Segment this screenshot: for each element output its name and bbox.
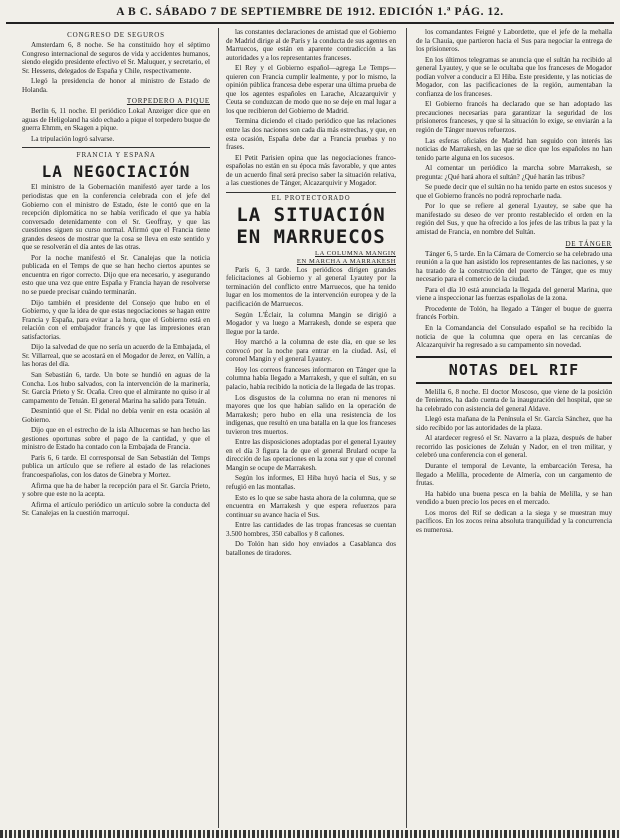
paragraph: Afirma que ha de haber la recepción para el Sr. García Prieto, y sobre que este no la acepta. — [22, 481, 210, 499]
section-title-seguros: CONGRESO DE SEGUROS — [67, 31, 165, 39]
paragraph: Melilla 6, 8 noche. El doctor Moscoso, que viene de la posición de Tenientes, ha dado cuenta de la inauguración del hospital, que se ha celebrado con asistencia del general Aldave. — [416, 387, 612, 413]
paragraph: Para el día 10 está anunciada la llegada del general Marina, que viene a inspeccionar las fuerzas españolas de la zona. — [416, 285, 612, 303]
paragraph: Hoy marchó a la columna de este día, en que se les convocó por la noche para entrar en la ciudad. Así, el coronel Mangin y el general Lyautey. — [226, 338, 396, 364]
paragraph: San Sebastián 6, tarde. Un bote se hundió en aguas de la Concha. Los hubo salvados, con la intervención de la marinería, Sr. García Prieto y Sr. Ocaña. Creo que el almirante no quiso ir al campamento de Tetuán. El general Marina ha salido para Tetuán. — [22, 370, 210, 405]
paragraph: París 6, 6 tarde. El corresponsal de San Sebastián del Temps publica un artículo que se refiere al estado de las relaciones francoespañolas, con los datos de Ginebra y Mortez. — [22, 453, 210, 479]
paragraph: Entre las cantidades de las tropas francesas se cuentan 3.500 hombres, 350 caballos y 8 cañones. — [226, 521, 396, 538]
paragraph: Los moros del Rif se dedican a la siega y se muestran muy pacíficos. En los zocos reina absoluta tranquilidad y la concurrencia es numerosa. — [416, 508, 612, 534]
paragraph: Llegó la presidencia de honor al ministro de Estado de Holanda. — [22, 77, 210, 94]
paragraph: Do Tolón han sido hoy enviados a Casablanca dos batallones de tiradores. — [226, 540, 396, 557]
subhead-marcha-marrakesh: EN MARCHA A MARRAKESH — [296, 257, 396, 265]
paragraph: Procedente de Tolón, ha llegado a Tánger el buque de guerra francés Forbin. — [416, 304, 612, 322]
paragraph: Los disgustos de la columna no eran ni menores ni mayores que los que habían salido en la operación de Marrakesh; pero hubo en ella una resistencia de los indígenas, que resultó en una batalla en la que los franceses tuvieron tres muertos. — [226, 393, 396, 436]
paragraph: Tánger 6, 5 tarde. En la Cámara de Comercio se ha celebrado una reunión a la que han asistido los representantes de las naciones, y se ha tratado de la construcción del puerto de Tánger, que es muy necesario para el comercio de la ciudad. — [416, 249, 612, 284]
column-divider-2 — [406, 28, 407, 828]
paragraph: Afirma el artículo periódico un artículo sobre la conducta del Sr. Canalejas en la cuestión marroquí. — [22, 500, 210, 518]
paragraph: Termina diciendo el citado periódico que las relaciones entre las dos naciones son cada día más estrechas, y que, en esta ocasión, España debe dar a Francia pruebas y no frases. — [226, 117, 396, 152]
paragraph: El Gobierno francés ha declarado que se han adoptado las precauciones necesarias para garantizar la seguridad de los prisioneros franceses, y que si la situación lo exige, se enviarán a la región de Tánger nuevos refuerzos. — [416, 100, 612, 135]
paragraph: Las esferas oficiales de Madrid han seguido con interés las noticias de Marrakesh, en las que se dice que los españoles no han tenido parte alguna en los sucesos. — [416, 136, 612, 162]
paragraph: El Rey y el Gobierno español—agrega Le Temps—quieren con Francia cumplir lealmente, y por lo mismo, la opinión pública francesa debe esperar una última prueba de que los agentes españoles en Larache, Alcazarquivir y Ceuta se conduzcan de modo que no se deje en mal lugar a los que recibieron del Gobierno de Madrid. — [226, 64, 396, 115]
column-1 — [22, 28, 210, 828]
paragraph: En la Comandancia del Consulado español se ha recibido la noticia de que la columna que opera en las cercanías de Alcazarquivir ha regresado a su campamento sin novedad. — [416, 323, 612, 350]
paragraph: Durante el temporal de Levante, la embarcación Teresa, ha llegado a Melilla, procedente de Almería, con un cargamento de frutas. — [416, 461, 612, 488]
section-title-tanger: DE TÁNGER — [565, 239, 612, 248]
paragraph: Dijo la salvedad de que no sería un acuerdo de la Embajada, el Sr. Villarreal, que se acostará en el Mogador de Jerez, en Vallín, a las horas del día. — [22, 343, 210, 369]
column-2 — [226, 28, 396, 828]
paragraph: París 6, 3 tarde. Los periódicos dirigen grandes felicitaciones al Gobierno y al general Lyautey por la terminación del conflicto entre Marruecos, que ha tenido lugar en los momentos de la intervención europea y de la pacificación de Marruecos. — [226, 265, 396, 309]
subhead-columna-mangin: LA COLUMNA MANGIN — [315, 249, 396, 257]
paragraph: Según L'Éclair, la columna Mangin se dirigió a Mogador y va luego a Marrakesh, donde se espera que llegue por la tarde. — [226, 310, 396, 336]
paragraph: Por lo que se refiere al general Lyautey, se sabe que ha manifestado su deseo de ver pronto restablecido el orden en la región del Sus, y que ha ofrecido a los jefes de las tribus la paz y la amistad de Francia, en nombre del Sultán. — [416, 202, 612, 237]
column-3 — [416, 28, 612, 828]
headline-situacion-marruecos: LA SITUACIÓN EN MARRUECOS — [236, 203, 386, 248]
header-rule — [6, 22, 614, 24]
kicker-francia-espana: FRANCIA Y ESPAÑA — [76, 152, 156, 160]
paragraph: Al comentar un periódico la marcha sobre Marrakesh, se pregunta: ¿Qué hará ahora el sultán? ¿Qué harán las tribus? — [416, 164, 612, 181]
paragraph: En los últimos telegramas se anuncia que el sultán ha recibido al general Lyautey, y que se le ocultaba que los franceses de Mogador podían volver a conducir a El Hiba. Este presidente, y las noticias de Mogador, con las pacificaciones de la región, aumentaban la confianza de los franceses. — [416, 55, 612, 98]
paragraph: Al atardecer regresó el Sr. Navarro a la plaza, después de haber recorrido las posiciones de Zeluán y Nador, en el tren militar, y celebró una conferencia con el general. — [416, 434, 612, 460]
divider — [22, 147, 210, 148]
column-divider-1 — [218, 28, 219, 828]
paragraph: Ha habido una buena pesca en la bahía de Melilla, y se han vendido a buen precio los peces en el mercado. — [416, 489, 612, 507]
paragraph: Hoy los correos franceses informaron en Tánger que la columna había llegado a Marrakesh, y que el sultán, en su palacio, había recibido la noticia de la llegada de las tropas. — [226, 365, 396, 391]
section-title-torpedero: TORPEDERO A PIQUE — [126, 97, 210, 106]
paragraph: Dijo que en el estrecho de la isla Alhucemas se han hecho las gestiones oportunas sobre el pago de la cantidad, y que el ministro de Estado ha contado con la Embajada de Francia. — [22, 426, 210, 452]
headline-negociacion: LA NEGOCIACIÓN — [41, 162, 191, 182]
newspaper-header: A B C. SÁBADO 7 DE SEPTIEMBRE DE 1912. EDICIÓN 1.ª PÁG. 12. — [116, 6, 504, 18]
paragraph: Entre las disposiciones adoptadas por el general Lyautey en el día 3 figura la de que el general Brulard ocupe la dirección de las operaciones en la zona sur y que el coronel Mangin se ocupe de Marrakesh. — [226, 438, 396, 472]
headline-notas-rif: NOTAS DEL RIF — [416, 356, 612, 384]
paragraph: Desmintió que el Sr. Pidal no debía venir en esta ocasión al Gobierno. — [22, 407, 210, 424]
scan-edge-strip — [0, 830, 620, 838]
paragraph: Esto es lo que se sabe hasta ahora de la columna, que se encuentra en Marrakesh y que espera refuerzos para continuar su avance hacia el Sus. — [226, 493, 396, 519]
paragraph: El ministro de la Gobernación manifestó ayer tarde a los periodistas que en la conferencia celebrada con el jefe del Gobierno con el ministro de Estado, éste le contó que en la recepción diplomática no se había verificado el que ya había conversado detenidamente con el Sr. Geoffray, y que las cuestiones siguen su curso normal. Afirmó que el Francia tiene grandes deseos de mostrar que la cosa se lleva en este sentido y que se resolverán el día antes de las otras. — [22, 183, 210, 252]
paragraph: Por la noche manifestó el Sr. Canalejas que la noticia publicada en el Temps de que se han hecho ciertos apuntes se encuentra en rigor correcto. Dijo que era necesario, y asegurando esto que una vez que entre España y Francia hayan de resolverse no se puede precisar cuándo terminarán. — [22, 253, 210, 297]
paragraph: Dijo también el presidente del Consejo que hubo en el Gobierno, y que la idea de que estas negociaciones se hagan entre Francia y España, para evitar a la hora, que el Gobierno está en relación con el embajador francés y que las impresiones eran satisfactorias. — [22, 298, 210, 341]
paragraph: Berlín 6, 11 noche. El periódico Lokal Anzeiger dice que en aguas de Heligoland ha sido echado a pique el torpedero buque de guerra Ehmm, en Skagen a pique. — [22, 107, 210, 133]
paragraph: La tripulación logró salvarse. — [31, 134, 115, 143]
paragraph: Según los informes, El Hiba huyó hacia el Sus, y se refugió en las montañas. — [226, 474, 396, 491]
paragraph: Amsterdam 6, 8 noche. Se ha constituido hoy el séptimo Congreso internacional de seguros de vida y accidentes humanos, siendo elegido presidente efectivo el Sr. Maluquer, y secretario, el Sr. Hessens, delegados de España y Chile, respectivamente. — [22, 41, 210, 75]
paragraph: El Petit Parisien opina que las negociaciones franco-españolas no están en su época más favorable, y que antes de un acuerdo final será preciso saber la situación relativa, a las cuestiones de Tánger, Alcazarquivir y Mogador. — [226, 153, 396, 188]
paragraph: Se puede decir que el sultán no ha tenido parte en estos sucesos y que el Gobierno francés no podrá reprocharle nada. — [416, 183, 612, 200]
kicker-protectorado: EL PROTECTORADO — [226, 192, 396, 202]
paragraph: los comandantes Feigné y Labordette, que el jefe de la mehalla de la Chauía, que partieron hacia el Sus para negociar la entrega de los prisioneros. — [416, 28, 612, 54]
paragraph: Llegó esta mañana de la Península el Sr. García Sánchez, que ha sido recibido por las autoridades de la plaza. — [416, 415, 612, 432]
paragraph: las constantes declaraciones de amistad que el Gobierno de Madrid dirige al de París y la conducta de sus agentes en Marruecos, que están en aparente contradicción a las autoridades y a los representantes franceses. — [226, 28, 396, 62]
